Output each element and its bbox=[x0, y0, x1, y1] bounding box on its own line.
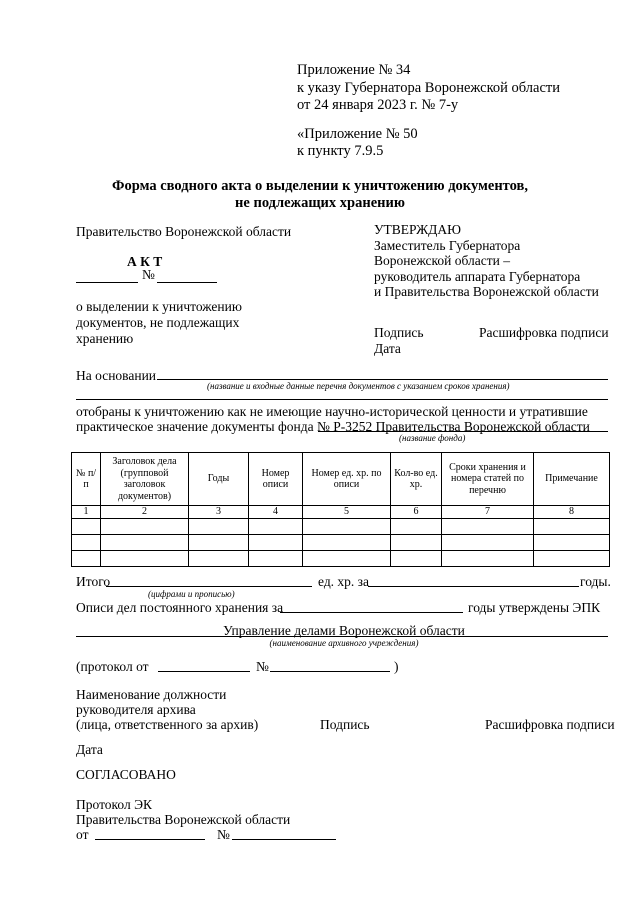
archive-signature-label: Подпись bbox=[320, 717, 370, 732]
archive-position-3: (лица, ответственного за архив) bbox=[76, 717, 259, 732]
table-row bbox=[72, 535, 610, 551]
table-column-number: 1 bbox=[72, 506, 101, 519]
archive-decode-label: Расшифровка подписи bbox=[485, 717, 615, 732]
basis-text-2: практическое значение документы фонда № Р-3252 Правительства Воронежской области bbox=[76, 419, 590, 434]
table-header-cell: Примечание bbox=[534, 453, 610, 506]
basis-text-1: отобраны к уничтожению как не имеющие научно-исторической ценности и утратившие bbox=[76, 404, 588, 419]
approve-date-label: Дата bbox=[374, 341, 401, 356]
archive-position-1: Наименование должности bbox=[76, 687, 227, 702]
table-column-number: 7 bbox=[442, 506, 534, 519]
documents-table bbox=[71, 452, 610, 567]
table-header-cell: Кол-во ед. хр. bbox=[391, 453, 442, 506]
table-header-cell: Годы bbox=[189, 453, 249, 506]
approve-line-3: руководитель аппарата Губернатора bbox=[374, 269, 581, 284]
act-number-sign: № bbox=[142, 267, 155, 282]
agreed-number-sign: № bbox=[217, 827, 230, 842]
protocol-number-line bbox=[270, 671, 390, 672]
organization-name: Правительство Воронежской области bbox=[76, 224, 292, 239]
approve-title: УТВЕРЖДАЮ bbox=[374, 222, 462, 237]
table-row bbox=[72, 519, 610, 535]
table-header-cell: Номер ед. хр. по описи bbox=[303, 453, 391, 506]
act-description-3: хранению bbox=[76, 331, 134, 346]
attachment-header bbox=[297, 62, 560, 161]
protocol-number-sign: № bbox=[256, 659, 269, 674]
agreed-org: Правительства Воронежской области bbox=[76, 812, 291, 827]
approve-decode-label: Расшифровка подписи bbox=[479, 325, 609, 340]
basis-hint: (название и входные данные перечня документов с указанием сроков хранения) bbox=[207, 381, 510, 391]
approve-line-4: и Правительства Воронежской области bbox=[374, 284, 599, 299]
total-years: годы. bbox=[580, 574, 611, 589]
total-label: Итого bbox=[76, 574, 111, 589]
total-years-line bbox=[368, 586, 579, 587]
agreed-protocol: Протокол ЭК bbox=[76, 797, 153, 812]
act-description-2: документов, не подлежащих bbox=[76, 315, 240, 330]
inventory-years-line bbox=[280, 612, 463, 613]
agreed-from-label: от bbox=[76, 827, 89, 842]
table-header-cell: Заголовок дела (групповой заголовок документов) bbox=[101, 453, 189, 506]
archive-org-line bbox=[76, 636, 608, 637]
table-header-cell: Номер описи bbox=[249, 453, 303, 506]
inventory-text: Описи дел постоянного хранения за bbox=[76, 600, 284, 615]
table-header-row bbox=[72, 453, 610, 506]
appendix-clause: к пункту 7.9.5 bbox=[297, 143, 384, 159]
act-description-1: о выделении к уничтожению bbox=[76, 299, 242, 314]
agreed-number-line bbox=[232, 839, 336, 840]
total-hint: (цифрами и прописью) bbox=[148, 589, 235, 599]
basis-line bbox=[157, 379, 608, 380]
archive-org-hint: (наименование архивного учреждения) bbox=[269, 638, 419, 648]
total-units: ед. хр. за bbox=[318, 574, 370, 589]
form-title: Форма сводного акта о выделении к уничтожению документов, не подлежащих хранению bbox=[112, 178, 528, 211]
table-column-number: 8 bbox=[534, 506, 610, 519]
attachment-number: Приложение № 34 bbox=[297, 62, 411, 78]
table-column-number: 2 bbox=[101, 506, 189, 519]
approve-line-2: Воронежской области – bbox=[374, 253, 511, 268]
table-column-number: 5 bbox=[303, 506, 391, 519]
basis-line-2 bbox=[76, 399, 608, 400]
act-date-line bbox=[76, 282, 138, 283]
table-column-number: 3 bbox=[189, 506, 249, 519]
act-heading: А К Т bbox=[127, 254, 163, 269]
table-column-number: 4 bbox=[249, 506, 303, 519]
decree-reference: к указу Губернатора Воронежской области bbox=[297, 79, 560, 96]
total-line bbox=[106, 586, 312, 587]
protocol-date-line bbox=[158, 671, 250, 672]
fund-line bbox=[318, 431, 608, 432]
archive-org-name: Управление делами Воронежской области bbox=[223, 623, 465, 638]
decree-date: от 24 января 2023 г. № 7-у bbox=[297, 97, 459, 113]
archive-position-2: руководителя архива bbox=[76, 702, 196, 717]
basis-label: На основании bbox=[76, 368, 157, 383]
agreed-date-line bbox=[95, 839, 205, 840]
approve-line-1: Заместитель Губернатора bbox=[374, 238, 521, 253]
agreed-title: СОГЛАСОВАНО bbox=[76, 767, 176, 782]
act-number-line bbox=[157, 282, 217, 283]
archive-date-label: Дата bbox=[76, 742, 103, 757]
table-header-cell: № п/п bbox=[72, 453, 101, 506]
inventory-approved: годы утверждены ЭПК bbox=[468, 600, 601, 615]
table-row bbox=[72, 551, 610, 567]
approve-signature-label: Подпись bbox=[374, 325, 424, 340]
table-column-number: 6 bbox=[391, 506, 442, 519]
table-header-cell: Сроки хранения и номера статей по перечню bbox=[442, 453, 534, 506]
protocol-close: ) bbox=[394, 659, 399, 674]
appendix-number: «Приложение № 50 bbox=[297, 125, 418, 142]
fund-hint: (название фонда) bbox=[399, 433, 466, 443]
table-number-row bbox=[72, 506, 610, 519]
protocol-from-label: (протокол от bbox=[76, 659, 149, 674]
